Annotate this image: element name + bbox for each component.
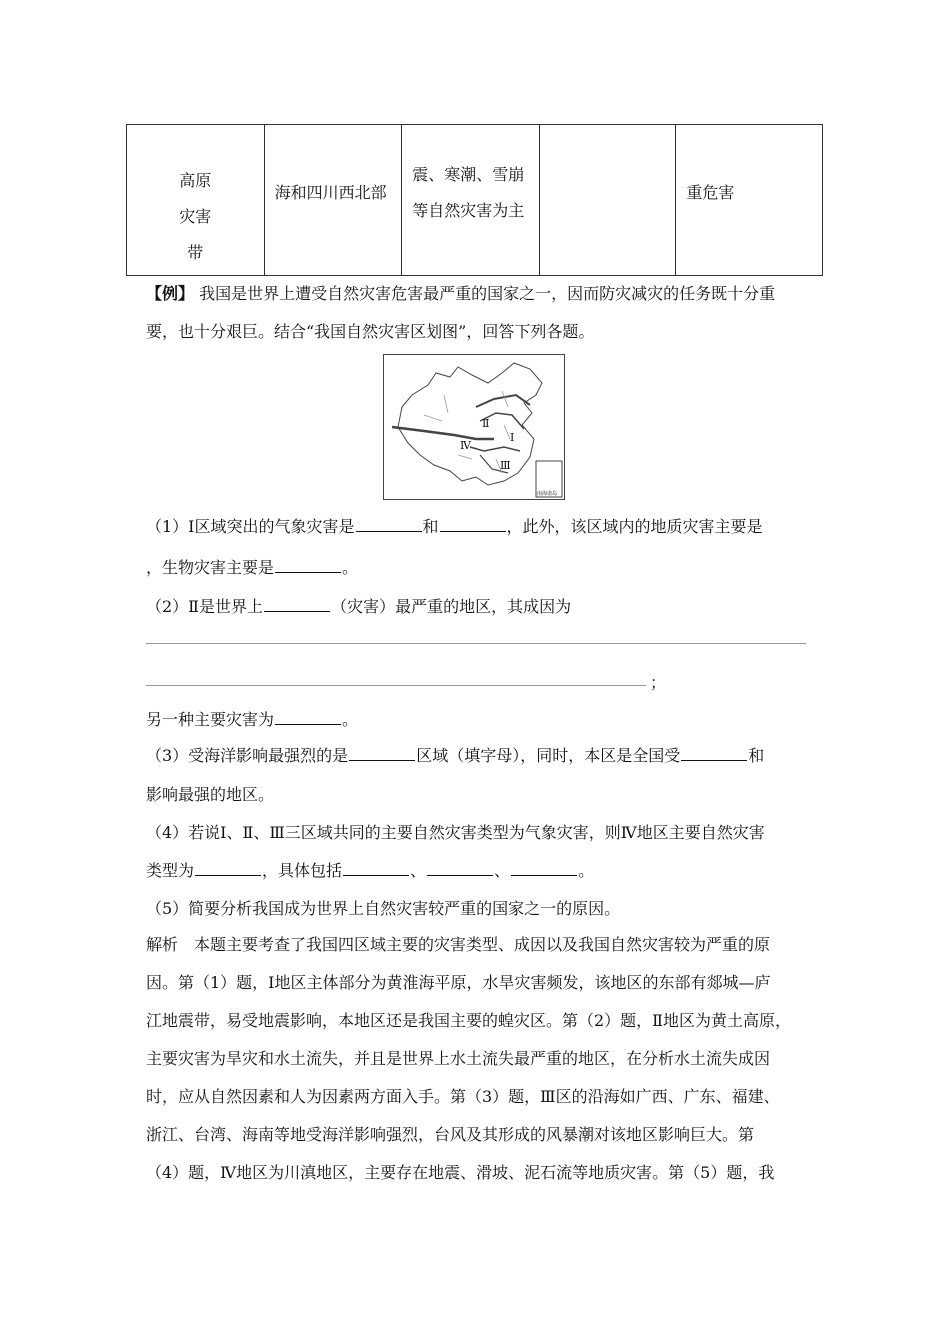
question-3-line2 [146, 782, 274, 805]
table-text: 灾害 [179, 207, 212, 226]
table-cell-area [265, 125, 403, 275]
china-hazard-map [383, 354, 565, 500]
analysis-line: 浙江、台湾、海南等地受海洋影响强烈，台风及其形成的风暴潮对该地区影响巨大。第 [146, 1125, 755, 1144]
analysis-line: 江地震带，易受地震影响，本地区还是我国主要的蝗灾区。第（2）题，Ⅱ地区为黄土高原， [146, 1011, 792, 1030]
table-text: 高原 [179, 171, 212, 190]
map-label-I: Ⅰ [510, 431, 515, 444]
question-text: ，生物灾害主要是 [146, 558, 275, 577]
answer-blank[interactable] [427, 861, 493, 876]
answer-line[interactable] [146, 643, 806, 644]
table-cell-region [127, 125, 265, 275]
question-text: 和 [748, 746, 765, 765]
question-2-semicolon [650, 670, 666, 693]
analysis-line: （4）题，Ⅳ地区为川滇地区，主要存在地震、滑坡、泥石流等地质灾害。第（5）题，我 [146, 1163, 775, 1182]
table-text: 海和四川西北部 [274, 183, 387, 202]
map-label-II: Ⅱ [482, 417, 490, 430]
question-text: （1）Ⅰ区域突出的气象灾害是 [146, 517, 355, 536]
answer-blank[interactable] [681, 746, 747, 761]
boundary-line [476, 395, 530, 407]
hazard-table-row [126, 124, 823, 276]
question-2-line1 [146, 594, 571, 617]
map-drawing [384, 355, 564, 499]
question-text: （3）受海洋影响最强烈的是 [146, 746, 349, 765]
table-cell-impact [676, 125, 822, 275]
question-text: 。 [342, 710, 359, 729]
answer-blank[interactable] [511, 861, 577, 876]
inset-label: 南海诸岛 [537, 491, 558, 497]
question-text: 。 [578, 861, 595, 880]
question-text: （2）Ⅱ是世界上 [146, 597, 264, 616]
table-text: 震、寒潮、雪崩 [412, 165, 525, 184]
answer-blank[interactable] [356, 517, 422, 532]
answer-blank[interactable] [275, 558, 341, 573]
example-intro-text: 要，也十分艰巨。结合“我国自然灾害区划图”，回答下列各题。 [146, 322, 595, 341]
map-label-III: Ⅲ [500, 459, 511, 472]
question-4-line1 [146, 820, 765, 843]
example-tag: 【例】 [146, 284, 195, 303]
table-text: 带 [187, 243, 204, 262]
answer-blank[interactable] [195, 861, 261, 876]
question-text: 另一种主要灾害为 [146, 710, 275, 729]
boundary-line [470, 447, 520, 451]
question-5 [146, 896, 620, 919]
question-text: ，此外，该区域内的地质灾害主要是 [506, 517, 763, 536]
question-text: ，具体包括 [262, 861, 343, 880]
map-label-IV: Ⅳ [460, 439, 471, 452]
question-1-line2 [146, 555, 358, 578]
question-3-line1 [146, 743, 764, 766]
analysis-line: 因。第（1）题，Ⅰ地区主体部分为黄淮海平原，水旱灾害频发，该地区的东部有郯城—庐 [146, 973, 771, 992]
question-text: ； [650, 673, 667, 692]
table-cell-empty [540, 125, 677, 275]
question-text: 、 [494, 861, 511, 880]
question-text: （灾害）最严重的地区，其成因为 [331, 597, 572, 616]
example-intro-text: 我国是世界上遭受自然灾害危害最严重的国家之一，因而防灾减灾的任务既十分重 [199, 284, 776, 303]
question-text: 类型为 [146, 861, 195, 880]
question-text: （4）若说Ⅰ、Ⅱ、Ⅲ三区域共同的主要自然灾害类型为气象灾害，则Ⅳ地区主要自然灾害 [146, 823, 765, 842]
answer-line[interactable] [146, 685, 646, 686]
table-text: 等自然灾害为主 [412, 201, 525, 220]
answer-blank[interactable] [440, 517, 506, 532]
answer-blank[interactable] [349, 746, 415, 761]
table-cell-hazards [402, 125, 540, 275]
example-intro-line1 [146, 281, 775, 304]
question-text: 区域（填字母），同时，本区是全国受 [416, 746, 681, 765]
question-text: （5）简要分析我国成为世界上自然灾害较严重的国家之一的原因。 [146, 899, 621, 918]
question-text: 和 [422, 517, 439, 536]
example-intro-line2 [146, 319, 594, 342]
analysis-line: 主要灾害为旱灾和水土流失，并且是世界上水土流失最严重的地区，在分析水土流失成因 [146, 1049, 771, 1068]
table-text: 重危害 [686, 183, 735, 202]
answer-blank[interactable] [343, 861, 409, 876]
question-4-line2 [146, 858, 594, 881]
analysis-line: 时，应从自然因素和人为因素两方面入手。第（3）题，Ⅲ区的沿海如广西、广东、福建、 [146, 1087, 780, 1106]
question-1-line1 [146, 514, 763, 537]
question-2-line2 [146, 707, 358, 730]
question-text: 。 [342, 558, 359, 577]
analysis-line: 解析 本题主要考查了我国四区域主要的灾害类型、成因以及我国自然灾害较为严重的原 [146, 935, 771, 954]
question-text: 、 [410, 861, 427, 880]
answer-blank[interactable] [264, 597, 330, 612]
boundary-line [392, 427, 494, 439]
question-text: 影响最强的地区。 [146, 785, 275, 804]
answer-blank[interactable] [275, 710, 341, 725]
